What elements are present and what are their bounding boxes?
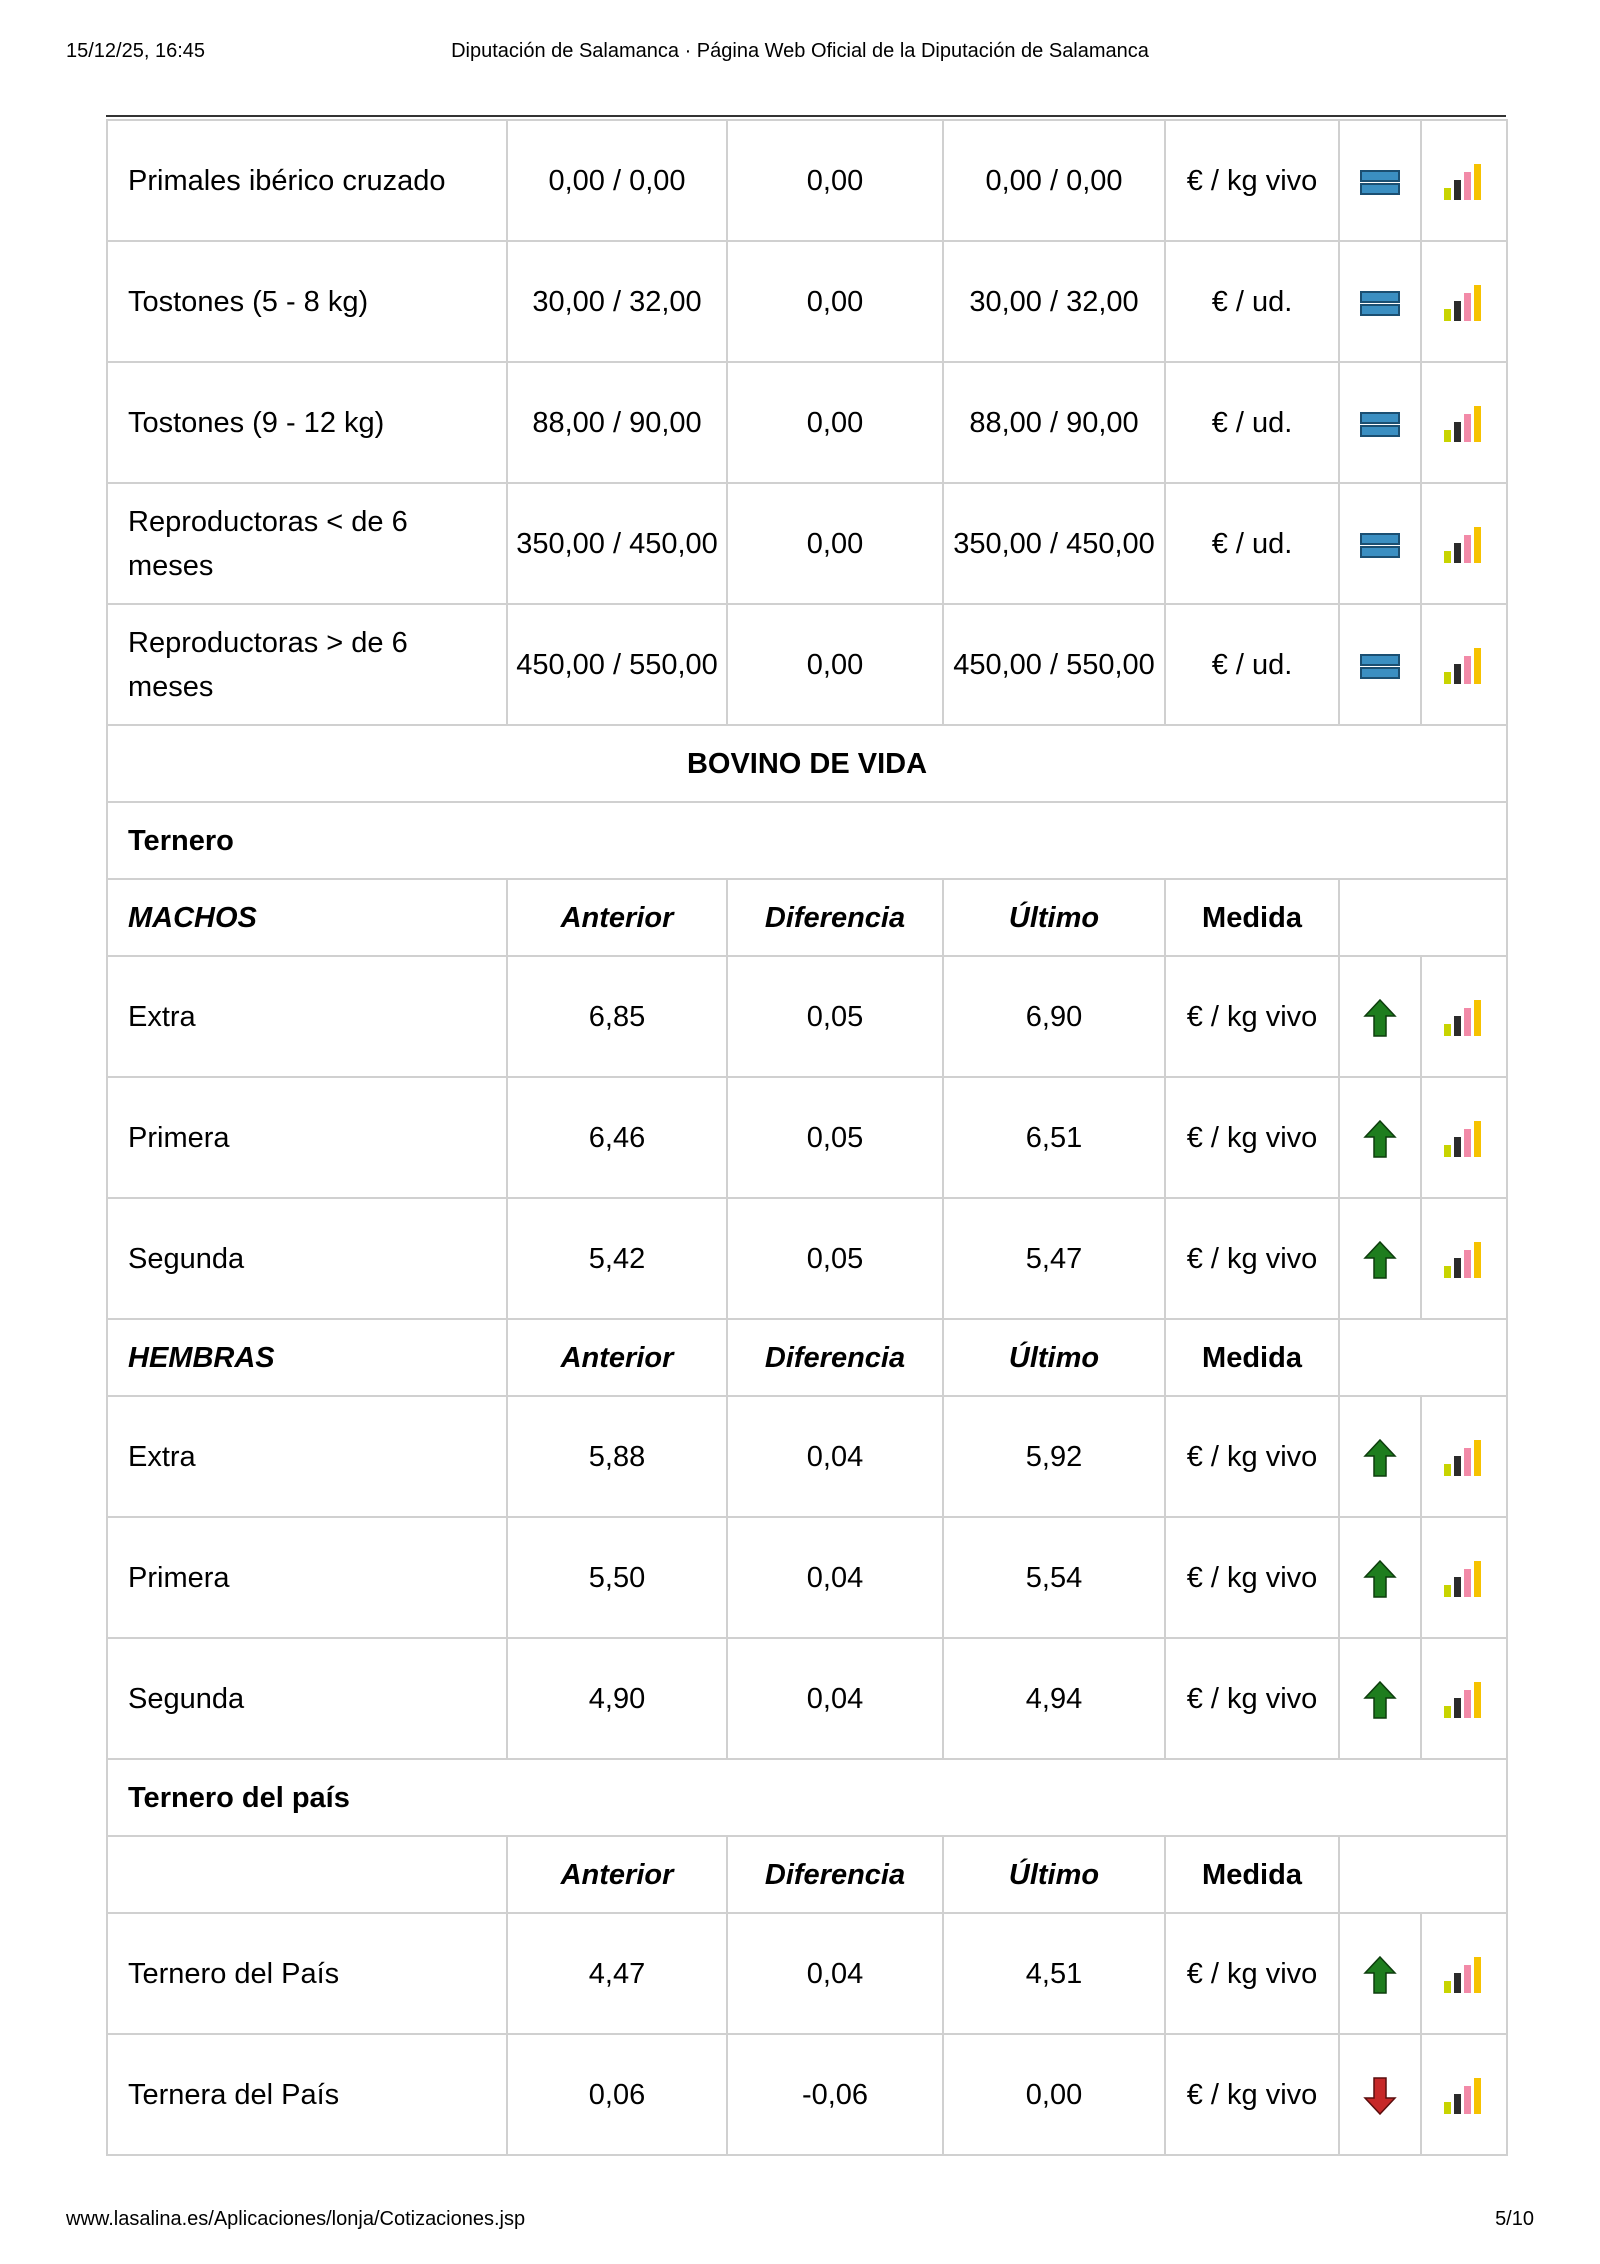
chart-link[interactable] <box>1421 1396 1507 1517</box>
header-medida: Medida <box>1165 1836 1339 1913</box>
chart-link[interactable] <box>1421 483 1507 604</box>
trend-cell <box>1339 1077 1421 1198</box>
product-name: Tostones (9 - 12 kg) <box>107 362 507 483</box>
arrow-up-icon <box>1360 1955 1400 1995</box>
anterior-value: 4,47 <box>507 1913 727 2034</box>
ultimo-value: 6,51 <box>943 1077 1165 1198</box>
print-date: 15/12/25, 16:45 <box>66 40 206 62</box>
ultimo-value: 450,00 / 550,00 <box>943 604 1165 725</box>
medida-value: € / ud. <box>1165 483 1339 604</box>
bar-chart-icon[interactable] <box>1442 525 1486 565</box>
header-anterior: Anterior <box>507 1319 727 1396</box>
section-title: BOVINO DE VIDA <box>107 725 1507 802</box>
chart-link[interactable] <box>1421 604 1507 725</box>
trend-cell <box>1339 604 1421 725</box>
print-page-title: Diputación de Salamanca · Página Web Oficial de la Diputación de Salamanca <box>451 40 1149 62</box>
diferencia-value: 0,00 <box>727 483 943 604</box>
product-name: Extra <box>107 1396 507 1517</box>
chart-link[interactable] <box>1421 1913 1507 2034</box>
product-name: Ternero del País <box>107 1913 507 2034</box>
product-name: Primales ibérico cruzado <box>107 120 507 241</box>
arrow-up-icon <box>1360 1119 1400 1159</box>
top-rule <box>106 115 1506 117</box>
header-medida: Medida <box>1165 1319 1339 1396</box>
bar-chart-icon[interactable] <box>1442 162 1486 202</box>
chart-link[interactable] <box>1421 1517 1507 1638</box>
print-footer <box>66 2208 1534 2238</box>
anterior-value: 5,50 <box>507 1517 727 1638</box>
medida-value: € / kg vivo <box>1165 2034 1339 2155</box>
product-name: Extra <box>107 956 507 1077</box>
table-row <box>107 1517 1507 1638</box>
chart-link[interactable] <box>1421 2034 1507 2155</box>
header-anterior: Anterior <box>507 1836 727 1913</box>
table-row <box>107 241 1507 362</box>
table-row <box>107 604 1507 725</box>
header-diferencia: Diferencia <box>727 879 943 956</box>
chart-link[interactable] <box>1421 1638 1507 1759</box>
header-empty <box>1339 1319 1507 1396</box>
chart-link[interactable] <box>1421 956 1507 1077</box>
medida-value: € / kg vivo <box>1165 1396 1339 1517</box>
arrow-down-icon <box>1360 2076 1400 2116</box>
diferencia-value: 0,00 <box>727 604 943 725</box>
medida-value: € / ud. <box>1165 241 1339 362</box>
product-name: Reproductoras < de 6 meses <box>107 483 507 604</box>
product-name: Ternera del País <box>107 2034 507 2155</box>
diferencia-value: 0,00 <box>727 241 943 362</box>
chart-link[interactable] <box>1421 241 1507 362</box>
chart-link[interactable] <box>1421 120 1507 241</box>
diferencia-value: 0,04 <box>727 1638 943 1759</box>
column-header-row <box>107 1836 1507 1913</box>
table-row <box>107 956 1507 1077</box>
anterior-value: 0,06 <box>507 2034 727 2155</box>
table-row <box>107 1198 1507 1319</box>
header-empty <box>1339 1836 1507 1913</box>
product-name: Segunda <box>107 1638 507 1759</box>
diferencia-value: 0,04 <box>727 1396 943 1517</box>
medida-value: € / kg vivo <box>1165 1077 1339 1198</box>
header-ultimo: Último <box>943 1319 1165 1396</box>
chart-link[interactable] <box>1421 1077 1507 1198</box>
anterior-value: 30,00 / 32,00 <box>507 241 727 362</box>
bar-chart-icon[interactable] <box>1442 2076 1486 2116</box>
arrow-up-icon <box>1360 1680 1400 1720</box>
header-diferencia: Diferencia <box>727 1319 943 1396</box>
table-row <box>107 1077 1507 1198</box>
stable-equal-icon <box>1360 646 1400 686</box>
table-row <box>107 483 1507 604</box>
subsection-row <box>107 802 1507 879</box>
chart-link[interactable] <box>1421 1198 1507 1319</box>
trend-cell <box>1339 1396 1421 1517</box>
product-name: Reproductoras > de 6 meses <box>107 604 507 725</box>
diferencia-value: 0,05 <box>727 956 943 1077</box>
bar-chart-icon[interactable] <box>1442 646 1486 686</box>
anterior-value: 4,90 <box>507 1638 727 1759</box>
medida-value: € / kg vivo <box>1165 1638 1339 1759</box>
bar-chart-icon[interactable] <box>1442 1955 1486 1995</box>
trend-cell <box>1339 483 1421 604</box>
arrow-up-icon <box>1360 1438 1400 1478</box>
ultimo-value: 6,90 <box>943 956 1165 1077</box>
group-label <box>107 1836 507 1913</box>
page-number: 5/10 <box>1495 2208 1534 2230</box>
bar-chart-icon[interactable] <box>1442 1559 1486 1599</box>
bar-chart-icon[interactable] <box>1442 1240 1486 1280</box>
stable-equal-icon <box>1360 162 1400 202</box>
diferencia-value: 0,00 <box>727 120 943 241</box>
trend-cell <box>1339 1198 1421 1319</box>
anterior-value: 6,85 <box>507 956 727 1077</box>
medida-value: € / ud. <box>1165 604 1339 725</box>
price-table <box>106 119 1508 2156</box>
ultimo-value: 88,00 / 90,00 <box>943 362 1165 483</box>
column-header-row <box>107 879 1507 956</box>
ultimo-value: 0,00 / 0,00 <box>943 120 1165 241</box>
medida-value: € / kg vivo <box>1165 1517 1339 1638</box>
product-name: Primera <box>107 1077 507 1198</box>
bar-chart-icon[interactable] <box>1442 998 1486 1038</box>
trend-cell <box>1339 956 1421 1077</box>
anterior-value: 5,88 <box>507 1396 727 1517</box>
bar-chart-icon[interactable] <box>1442 1438 1486 1478</box>
ultimo-value: 5,47 <box>943 1198 1165 1319</box>
table-row <box>107 1396 1507 1517</box>
medida-value: € / kg vivo <box>1165 1198 1339 1319</box>
anterior-value: 0,00 / 0,00 <box>507 120 727 241</box>
header-ultimo: Último <box>943 879 1165 956</box>
header-ultimo: Último <box>943 1836 1165 1913</box>
ultimo-value: 350,00 / 450,00 <box>943 483 1165 604</box>
diferencia-value: -0,06 <box>727 2034 943 2155</box>
print-header <box>66 40 1534 70</box>
anterior-value: 88,00 / 90,00 <box>507 362 727 483</box>
section-row <box>107 725 1507 802</box>
subsection-row <box>107 1759 1507 1836</box>
product-name: Tostones (5 - 8 kg) <box>107 241 507 362</box>
trend-cell <box>1339 2034 1421 2155</box>
table-row <box>107 2034 1507 2155</box>
arrow-up-icon <box>1360 1240 1400 1280</box>
table-row <box>107 120 1507 241</box>
diferencia-value: 0,04 <box>727 1913 943 2034</box>
diferencia-value: 0,05 <box>727 1198 943 1319</box>
header-anterior: Anterior <box>507 879 727 956</box>
trend-cell <box>1339 362 1421 483</box>
ultimo-value: 5,92 <box>943 1396 1165 1517</box>
medida-value: € / kg vivo <box>1165 1913 1339 2034</box>
product-name: Segunda <box>107 1198 507 1319</box>
ultimo-value: 5,54 <box>943 1517 1165 1638</box>
page-cut <box>0 2156 1600 2206</box>
stable-equal-icon <box>1360 283 1400 323</box>
medida-value: € / kg vivo <box>1165 120 1339 241</box>
table-row <box>107 362 1507 483</box>
price-table-body <box>107 120 1507 2155</box>
arrow-up-icon <box>1360 1559 1400 1599</box>
group-label: HEMBRAS <box>107 1319 507 1396</box>
bar-chart-icon[interactable] <box>1442 404 1486 444</box>
anterior-value: 450,00 / 550,00 <box>507 604 727 725</box>
anterior-value: 6,46 <box>507 1077 727 1198</box>
medida-value: € / ud. <box>1165 362 1339 483</box>
subsection-title: Ternero <box>107 802 1507 879</box>
diferencia-value: 0,05 <box>727 1077 943 1198</box>
table-row <box>107 1638 1507 1759</box>
medida-value: € / kg vivo <box>1165 956 1339 1077</box>
column-header-row <box>107 1319 1507 1396</box>
stable-equal-icon <box>1360 404 1400 444</box>
header-empty <box>1339 879 1507 956</box>
trend-cell <box>1339 1638 1421 1759</box>
trend-cell <box>1339 1913 1421 2034</box>
ultimo-value: 30,00 / 32,00 <box>943 241 1165 362</box>
diferencia-value: 0,04 <box>727 1517 943 1638</box>
anterior-value: 5,42 <box>507 1198 727 1319</box>
bar-chart-icon[interactable] <box>1442 1119 1486 1159</box>
trend-cell <box>1339 120 1421 241</box>
trend-cell <box>1339 241 1421 362</box>
group-label: MACHOS <box>107 879 507 956</box>
product-name: Primera <box>107 1517 507 1638</box>
chart-link[interactable] <box>1421 362 1507 483</box>
stable-equal-icon <box>1360 525 1400 565</box>
diferencia-value: 0,00 <box>727 362 943 483</box>
anterior-value: 350,00 / 450,00 <box>507 483 727 604</box>
print-url: www.lasalina.es/Aplicaciones/lonja/Cotizaciones.jsp <box>66 2208 526 2230</box>
ultimo-value: 0,00 <box>943 2034 1165 2155</box>
table-row <box>107 1913 1507 2034</box>
arrow-up-icon <box>1360 998 1400 1038</box>
subsection-title: Ternero del país <box>107 1759 1507 1836</box>
ultimo-value: 4,51 <box>943 1913 1165 2034</box>
header-medida: Medida <box>1165 879 1339 956</box>
bar-chart-icon[interactable] <box>1442 1680 1486 1720</box>
trend-cell <box>1339 1517 1421 1638</box>
header-diferencia: Diferencia <box>727 1836 943 1913</box>
ultimo-value: 4,94 <box>943 1638 1165 1759</box>
bar-chart-icon[interactable] <box>1442 283 1486 323</box>
